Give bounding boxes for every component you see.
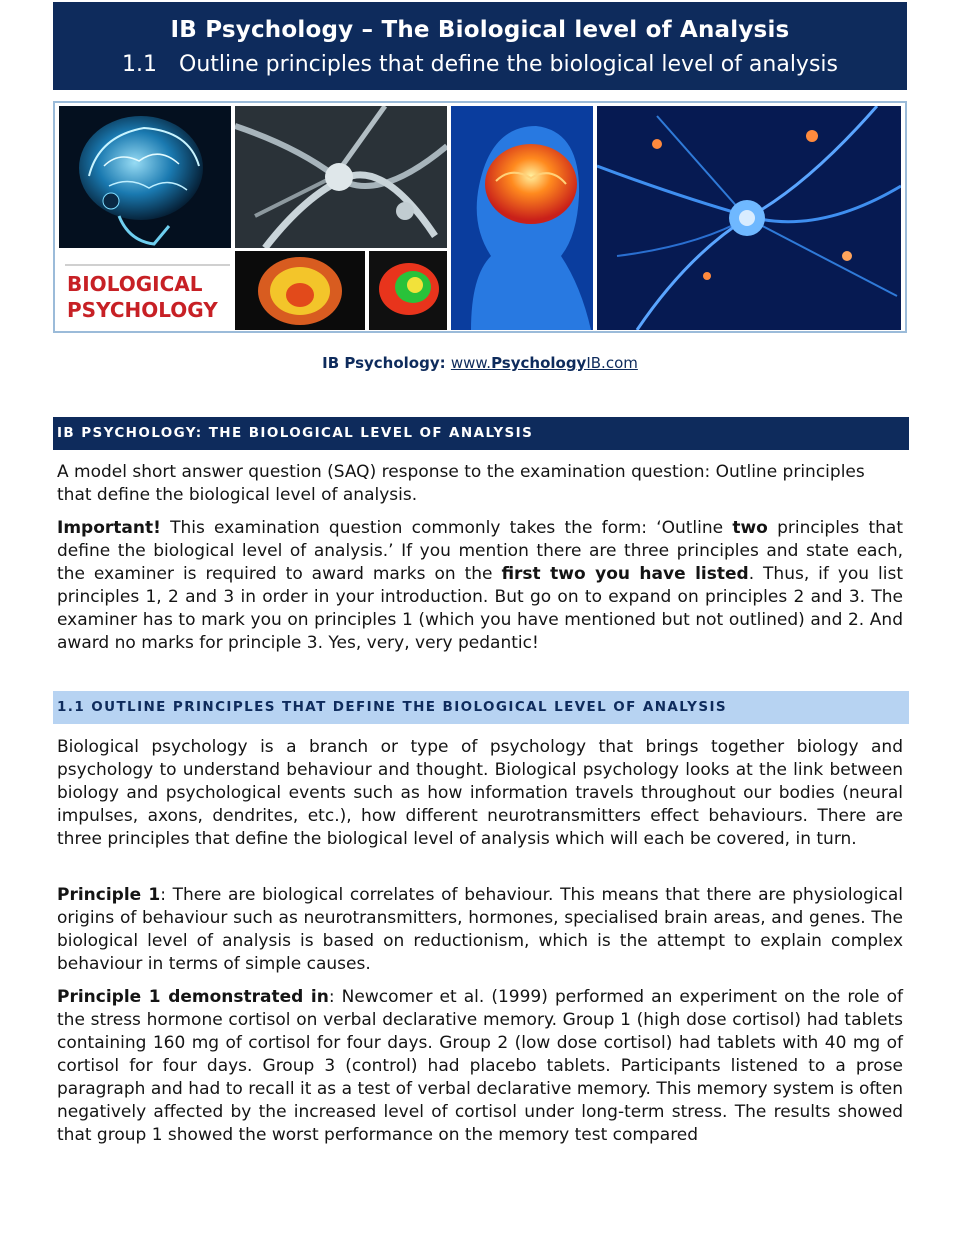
biological-psychology-label — [67, 271, 218, 323]
brain-activity-scan-image — [369, 251, 447, 330]
bio-psych-paragraph: Biological psychology is a branch or type of psychology that brings together biology and psychology to understand behaviour and thought. Biological psychology looks at the link between biology and psychological events such as how information travels throughout our bodies (neural impulses, axons, dendrites, etc.), how different neurotransmitters effect behaviours. There are three principles that define the biological level of analysis which will each be covered, in turn. — [57, 737, 903, 849]
principle-1-text: : There are biological correlates of behaviour. This means that there are physiological origins of behaviour such as neurotransmitters, hormones, specialised brain areas, and genes. The biological level of analysis is based on reductionism, which is the attempt to explain complex behaviour in terms of simple causes. — [57, 885, 903, 974]
title-banner — [53, 2, 907, 90]
site-label: IB Psychology — [322, 354, 440, 372]
important-paragraph — [57, 517, 903, 655]
url-bold: Psychology — [491, 354, 587, 372]
url-prefix: www. — [450, 354, 492, 372]
document-title: IB Psychology – The Biological level of Analysis — [170, 17, 790, 43]
important-text-e: . Thus, if you list principles 1, 2 and 3 in order in your introduction. But go on to expand on principles 2 and 3. The examiner has to mark you on principles 1 (which you have mentioned but not outlined) and 2. And award no marks for principle 3. Yes, very, very pedantic! — [57, 564, 903, 653]
label-divider — [65, 264, 230, 266]
mri-scan-image — [235, 251, 365, 330]
principle-1-paragraph — [57, 884, 903, 976]
document-subtitle — [53, 52, 907, 77]
section-heading-outline: 1.1 OUTLINE PRINCIPLES THAT DEFINE THE BIOLOGICAL LEVEL OF ANALYSIS — [53, 691, 909, 724]
label-line-2: PSYCHOLOGY — [67, 298, 218, 322]
biological-psychology-collage — [53, 101, 907, 333]
section-heading-bla: IB PSYCHOLOGY: THE BIOLOGICAL LEVEL OF ANALYSIS — [53, 417, 909, 450]
important-label: Important! — [57, 518, 161, 538]
neuron-network-image — [235, 106, 447, 248]
principle-1-demonstrated-paragraph — [57, 986, 903, 1147]
skull-xray-image — [59, 106, 231, 248]
principle-1-demonstrated-label: Principle 1 demonstrated in — [57, 987, 329, 1007]
glowing-brain-head-image — [451, 106, 593, 330]
site-url-link[interactable] — [451, 354, 638, 372]
firing-neurons-image — [597, 106, 901, 330]
principle-1-demonstrated-text: : Newcomer et al. (1999) performed an experiment on the role of the stress hormone cortisol on verbal declarative memory. Group 1 (high dose cortisol) had tablets containing 160 mg of cortisol for four days. Group 2 (low dose cortisol) had tablets with 40 mg of cortisol for four days. Group 3 (control) had placebo tablets. Participants listened to a prose paragraph and had to recall it as a test of verbal declarative memory. This memory system is often negatively affected by the increased level of cortisol under long-term stress. The results showed that group 1 showed the worst performance on the memory test compared — [57, 987, 903, 1145]
url-suffix: IB.com — [586, 354, 638, 372]
important-emphasis-first-two: first two you have listed — [501, 564, 749, 584]
important-emphasis-two: two — [732, 518, 768, 538]
subtitle-text: Outline principles that define the biological level of analysis — [179, 52, 838, 77]
site-colon: : — [439, 354, 451, 372]
principle-1-label: Principle 1 — [57, 885, 161, 905]
subtitle-number: 1.1 — [122, 52, 158, 77]
site-credit — [0, 354, 960, 372]
label-line-1: BIOLOGICAL — [67, 272, 203, 296]
important-text-c: principles that define the biological level of analysis.’ If you mention there are three principles and state each, the examiner is required to award marks on the — [57, 518, 903, 584]
important-text-a: This examination question commonly takes the form: ‘Outline — [160, 518, 733, 538]
intro-paragraph: A model short answer question (SAQ) response to the examination question: Outline principles that define the biological level of analysis. — [57, 462, 865, 505]
